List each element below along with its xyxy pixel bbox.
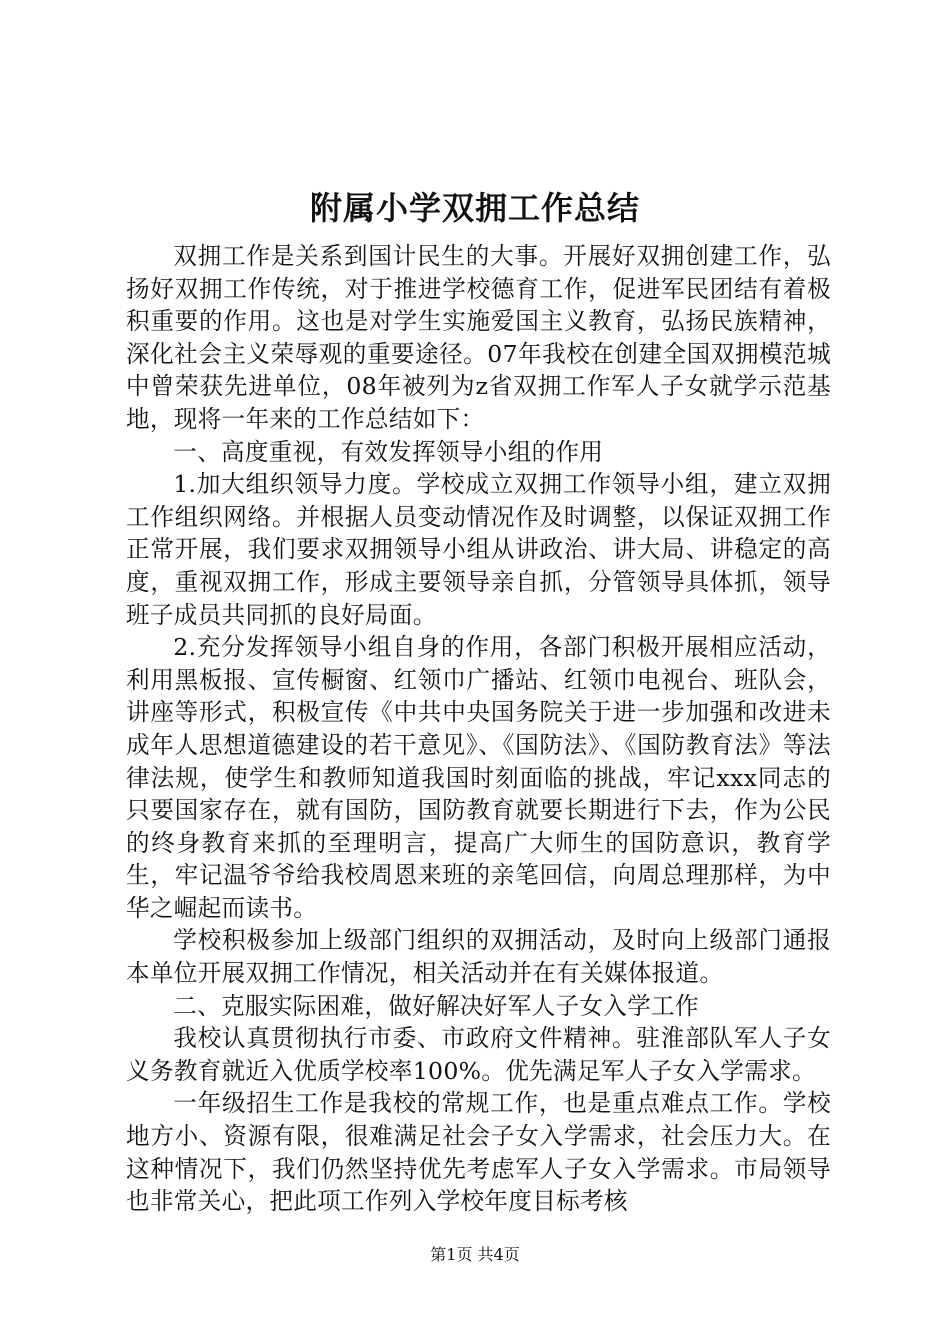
document-title: 附属小学双拥工作总结 bbox=[309, 189, 640, 227]
paragraph-enrollment: 我校认真贯彻执行市委、市政府文件精神。驻淮部队军人子女义务教育就近入优质学校率100%。优先满足军人子女入学需求。 bbox=[126, 1024, 831, 1085]
paragraph-activities: 学校积极参加上级部门组织的双拥活动，及时向上级部门通报本单位开展双拥工作情况，相关活动并在有关媒体报道。 bbox=[126, 926, 831, 988]
paragraph-item-2: 2.充分发挥领导小组自身的作用，各部门积极开展相应活动，利用黑板报、宣传橱窗、红领巾广播站、红领巾电视台、班队会，讲座等形式，积极宣传《中共中央国务院关于进一步加强和改进未成年人思想道德建设的若干意见》、《国防法》、《国防教育法》等法律法规，使学生和教师知道我国时刻面临的挑战，牢记xxx同志的只要国家存在，就有国防，国防教育就要长期进行下去，作为公民的终身教育来抓的至理明言，提高广大师生的国防意识，教育学生，牢记温爷爷给我校周恩来班的亲笔回信，向周总理那样，为中华之崛起而读书。 bbox=[126, 633, 831, 922]
paragraph-first-grade: 一年级招生工作是我校的常规工作，也是重点难点工作。学校地方小、资源有限，很难满足社会子女入学需求，社会压力大。在这种情况下，我们仍然坚持优先考虑军人子女入学需求。市局领导也非常关心，把此项工作列入学校年度目标考核 bbox=[126, 1089, 831, 1216]
paragraph-item-1: 1.加大组织领导力度。学校成立双拥工作领导小组，建立双拥工作组织网络。并根据人员变动情况作及时调整，以保证双拥工作正常开展，我们要求双拥领导小组从讲政治、讲大局、讲稳定的高度，重视双拥工作，形成主要领导亲自抓，分管领导具体抓，领导班子成员共同抓的良好局面。 bbox=[126, 470, 831, 629]
paragraph-intro: 双拥工作是关系到国计民生的大事。开展好双拥创建工作，弘扬好双拥工作传统，对于推进学校德育工作，促进军民团结有着极积重要的作用。这也是对学生实施爱国主义教育，弘扬民族精神，深化社会主义荣辱观的重要途径。07年我校在创建全国双拥模范城中曾荣获先进单位，08年被列为z省双拥工作军人子女就学示范基地，现将一年来的工作总结如下： bbox=[126, 242, 831, 433]
page-footer: 第1页 共4页 bbox=[430, 1245, 520, 1264]
section-heading-1: 一、高度重视，有效发挥领导小组的作用 bbox=[173, 437, 604, 466]
document-body bbox=[126, 240, 831, 1218]
section-heading-2: 二、克服实际困难，做好解决好军人子女入学工作 bbox=[173, 991, 699, 1020]
